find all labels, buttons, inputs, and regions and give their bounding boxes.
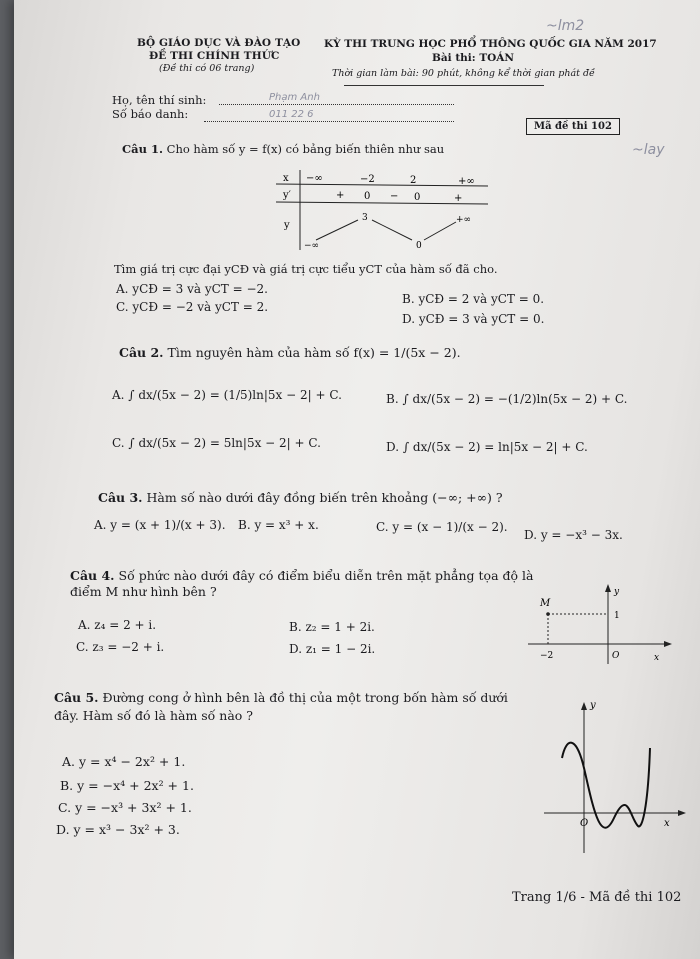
q3-text: Hàm số nào dưới đây đồng biến trên khoảng (−∞; +∞) ? bbox=[146, 490, 503, 505]
handwritten-mark-top: ~lm2 bbox=[546, 18, 585, 34]
q1-yp-plus2: + bbox=[454, 193, 463, 204]
q4-stem-line1 bbox=[70, 568, 533, 583]
q3-option-a[interactable]: A. y = (x + 1)/(x + 3). bbox=[94, 518, 226, 532]
q2-label: Câu 2. bbox=[119, 345, 164, 360]
q3-label: Câu 3. bbox=[98, 490, 143, 505]
q1-option-c[interactable]: C. yCĐ = −2 và yCT = 2. bbox=[116, 300, 269, 314]
candidate-id-label: Số báo danh: bbox=[112, 107, 189, 121]
q2-option-c[interactable]: C. ∫ dx/(5x − 2) = 5ln|5x − 2| + C. bbox=[112, 436, 321, 450]
official-label: ĐỀ THI CHÍNH THỨC bbox=[149, 50, 280, 62]
q4-y-tick: 1 bbox=[614, 611, 620, 621]
q4-y-axis-label: y bbox=[614, 587, 620, 597]
q1-text: Cho hàm số y = f(x) có bảng biến thiên như sau bbox=[166, 142, 445, 156]
q1-label: Câu 1. bbox=[122, 142, 163, 156]
q4-option-d[interactable]: D. z₁ = 1 − 2i. bbox=[289, 642, 376, 656]
q2-option-a[interactable]: A. ∫ dx/(5x − 2) = (1/5)ln|5x − 2| + C. bbox=[112, 388, 342, 402]
q1-y-max: 3 bbox=[362, 213, 368, 223]
q4-option-b[interactable]: B. z₂ = 1 + 2i. bbox=[289, 620, 375, 634]
q5-stem-line1 bbox=[54, 690, 508, 705]
q1-option-d[interactable]: D. yCĐ = 3 và yCT = 0. bbox=[402, 312, 545, 326]
q3-option-b[interactable]: B. y = x³ + x. bbox=[238, 518, 319, 532]
q2-text: Tìm nguyên hàm của hàm số f(x) = 1/(5x − 2). bbox=[167, 345, 461, 360]
q3-stem bbox=[98, 490, 503, 505]
q4-option-c[interactable]: C. z₃ = −2 + i. bbox=[76, 640, 165, 654]
q4-x-axis-label: x bbox=[654, 653, 660, 663]
q4-label: Câu 4. bbox=[70, 568, 115, 583]
q4-option-a[interactable]: A. z₄ = 2 + i. bbox=[78, 618, 157, 632]
pages-note: (Đề thi có 06 trang) bbox=[159, 63, 255, 74]
q5-option-d[interactable]: D. y = x³ − 3x² + 3. bbox=[56, 822, 180, 837]
q4-point-m: M bbox=[540, 598, 551, 609]
q5-text1: Đường cong ở hình bên là đồ thị của một trong bốn hàm số dưới bbox=[102, 690, 508, 705]
exam-paper bbox=[14, 0, 700, 959]
q5-stem-line2: đây. Hàm số đó là hàm số nào ? bbox=[54, 708, 254, 723]
q1-yp-minus: − bbox=[390, 191, 399, 202]
q5-label: Câu 5. bbox=[54, 690, 99, 705]
q4-stem-line2: điểm M như hình bên ? bbox=[70, 584, 217, 599]
q3-option-d[interactable]: D. y = −x³ − 3x. bbox=[524, 528, 623, 542]
q1-x-neg2: −2 bbox=[360, 174, 375, 185]
candidate-id-value: 011 22 6 bbox=[269, 109, 314, 120]
q2-stem bbox=[119, 345, 461, 360]
id-dotted-line bbox=[204, 121, 454, 122]
page-footer: Trang 1/6 - Mã đề thi 102 bbox=[512, 890, 682, 905]
q1-yp-zero2: 0 bbox=[414, 192, 421, 203]
q2-option-b[interactable]: B. ∫ dx/(5x − 2) = −(1/2)ln(5x − 2) + C. bbox=[386, 392, 628, 406]
q5-x-axis-label: x bbox=[664, 818, 670, 829]
q1-y-head: y bbox=[284, 220, 290, 231]
q1-yp-zero1: 0 bbox=[364, 191, 371, 202]
subject-label: Bài thi: TOÁN bbox=[432, 52, 515, 64]
exam-code-box: Mã đề thi 102 bbox=[526, 118, 620, 135]
q4-text1: Số phức nào dưới đây có điểm biểu diễn trên mặt phẳng tọa độ là bbox=[118, 568, 534, 583]
q1-x-pos-inf: +∞ bbox=[458, 176, 475, 187]
q3-option-c[interactable]: C. y = (x − 1)/(x − 2). bbox=[376, 520, 508, 534]
q4-origin: O bbox=[612, 651, 620, 661]
q1-option-a[interactable]: A. yCĐ = 3 và yCT = −2. bbox=[116, 282, 268, 296]
q1-x-head: x bbox=[283, 173, 289, 184]
q1-option-b[interactable]: B. yCĐ = 2 và yCT = 0. bbox=[402, 292, 545, 306]
q5-option-c[interactable]: C. y = −x³ + 3x² + 1. bbox=[58, 800, 192, 815]
exam-name: KỲ THI TRUNG HỌC PHỔ THÔNG QUỐC GIA NĂM 2017 bbox=[324, 38, 657, 50]
q2-option-d[interactable]: D. ∫ dx/(5x − 2) = ln|5x − 2| + C. bbox=[386, 440, 588, 454]
q1-y-min: 0 bbox=[416, 241, 422, 251]
q5-y-axis-label: y bbox=[590, 700, 596, 711]
candidate-name-label: Họ, tên thí sinh: bbox=[112, 93, 207, 107]
q1-x-neg-inf: −∞ bbox=[306, 173, 323, 184]
q4-x-tick: −2 bbox=[540, 651, 554, 661]
header-rule bbox=[344, 85, 544, 86]
q5-figure bbox=[542, 698, 692, 858]
q4-figure bbox=[526, 582, 676, 668]
q1-variation-table bbox=[276, 168, 496, 254]
q1-yp-head: y′ bbox=[283, 190, 291, 201]
q1-yp-plus1: + bbox=[336, 190, 345, 201]
q1-y-neg-inf: −∞ bbox=[304, 241, 320, 251]
q5-option-b[interactable]: B. y = −x⁴ + 2x² + 1. bbox=[60, 778, 194, 793]
name-dotted-line bbox=[219, 104, 454, 105]
q1-stem bbox=[122, 142, 444, 156]
candidate-name-value: Phạm Anh bbox=[269, 92, 320, 103]
time-note: Thời gian làm bài: 90 phút, không kể thời gian phát đề bbox=[332, 68, 595, 79]
handwritten-mark-right: ~lay bbox=[632, 142, 665, 158]
q1-x-2: 2 bbox=[410, 175, 417, 186]
q5-origin: O bbox=[580, 818, 589, 829]
ministry-name: BỘ GIÁO DỤC VÀ ĐÀO TẠO bbox=[137, 37, 301, 49]
q1-y-pos-inf: +∞ bbox=[456, 215, 472, 225]
q5-option-a[interactable]: A. y = x⁴ − 2x² + 1. bbox=[62, 754, 186, 769]
q1-prompt: Tìm giá trị cực đại yCĐ và giá trị cực tiểu yCT của hàm số đã cho. bbox=[114, 262, 498, 276]
